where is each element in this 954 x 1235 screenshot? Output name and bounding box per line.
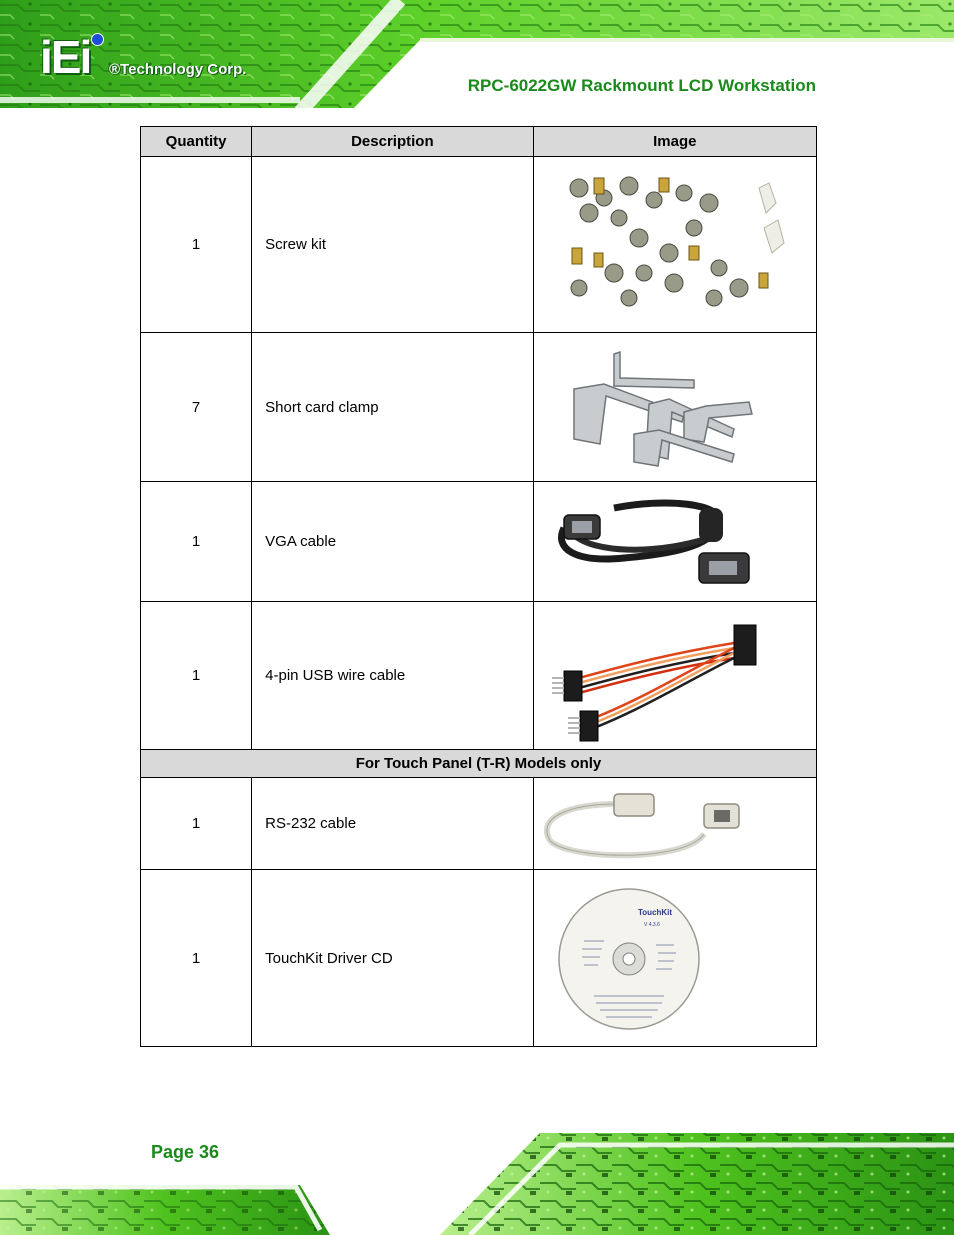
header-image: Image: [533, 127, 816, 157]
table-row: [141, 602, 817, 750]
page-header: [0, 0, 954, 112]
table-row: [141, 157, 817, 333]
quantity-cell: 1: [141, 157, 252, 333]
logo-dot-icon: [91, 33, 104, 46]
table-row: [141, 482, 817, 602]
usb-cable-image: [534, 603, 817, 749]
package-contents-table: [140, 126, 817, 1047]
document-title: RPC-6022GW Rackmount LCD Workstation: [467, 76, 816, 95]
description-cell: RS-232 cable: [252, 778, 533, 870]
cd-title: TouchKit: [637, 907, 672, 917]
touch-panel-section-row: [141, 750, 817, 778]
section-title: For Touch Panel (T-R) Models only: [141, 750, 817, 778]
quantity-cell: 1: [141, 482, 252, 602]
table-header-row: [141, 127, 817, 157]
image-cell: [533, 482, 816, 602]
description-cell: TouchKit Driver CD: [252, 870, 533, 1047]
description-cell: Screw kit: [252, 157, 533, 333]
rs232-cable-image: [534, 779, 817, 869]
vga-cable-image: [534, 483, 817, 601]
page-footer: [0, 1125, 954, 1235]
logo-mark: iEi: [40, 31, 91, 83]
image-cell: [533, 333, 816, 482]
image-cell: [533, 870, 816, 1047]
table-row: [141, 333, 817, 482]
image-cell: [533, 157, 816, 333]
description-cell: Short card clamp: [252, 333, 533, 482]
table-row: [141, 870, 817, 1047]
header-description: Description: [252, 127, 533, 157]
description-cell: 4-pin USB wire cable: [252, 602, 533, 750]
quantity-cell: 7: [141, 333, 252, 482]
card-clamp-image: [534, 334, 817, 481]
logo-text: ®Technology Corp.: [109, 61, 247, 78]
cd-version: V 4.3.6: [643, 921, 660, 928]
page-number: Page 36: [151, 1142, 220, 1162]
table-row: [141, 778, 817, 870]
touchkit-cd-image: [534, 871, 817, 1046]
description-cell: VGA cable: [252, 482, 533, 602]
quantity-cell: 1: [141, 778, 252, 870]
screw-kit-image: [534, 158, 817, 332]
image-cell: [533, 602, 816, 750]
circuit-board-footer: [0, 1125, 954, 1235]
header-quantity: Quantity: [141, 127, 252, 157]
quantity-cell: 1: [141, 602, 252, 750]
quantity-cell: 1: [141, 870, 252, 1047]
image-cell: [533, 778, 816, 870]
